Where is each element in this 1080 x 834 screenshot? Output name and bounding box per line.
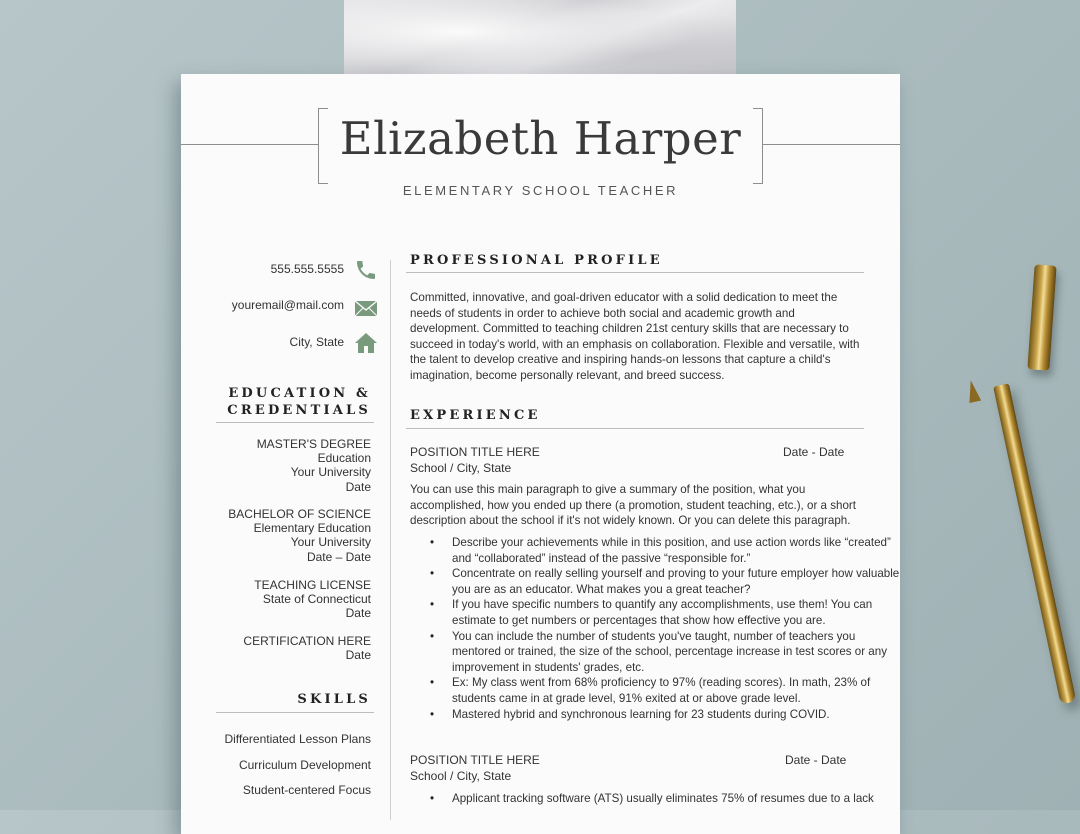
list-item: • Ex: My class went from 68% proficiency to 97% (reading scores). In math, 23% of students came in at grade level, 91% exited at or above grade level. (452, 675, 906, 706)
position-title: POSITION TITLE HERE (410, 753, 540, 767)
experience-rule (406, 428, 864, 429)
education-item (243, 634, 371, 662)
education-field: Elementary Education (253, 521, 371, 536)
education-school: Your University (290, 465, 371, 480)
education-field: State of Connecticut (262, 592, 371, 607)
profile-heading: PROFESSIONAL PROFILE (410, 253, 663, 268)
position-place: School / City, State (410, 461, 512, 475)
education-degree: TEACHING LICENSE (254, 578, 371, 592)
home-icon (354, 331, 378, 355)
pen-tip (965, 379, 981, 403)
resume-job-title: ELEMENTARY SCHOOL TEACHER (402, 183, 679, 198)
contact-location: City, State (289, 335, 344, 349)
education-heading-line2: CREDENTIALS (227, 403, 371, 418)
position-place: School / City, State (410, 769, 512, 783)
mail-icon (354, 296, 378, 320)
education-date: Date (345, 479, 371, 494)
education-item (228, 507, 371, 564)
education-date: Date (345, 606, 371, 621)
skill-item: Curriculum Development (238, 758, 371, 772)
experience-heading: EXPERIENCE (410, 408, 541, 423)
position-title: POSITION TITLE HERE (410, 445, 540, 459)
gold-pen (993, 383, 1076, 704)
education-degree: BACHELOR OF SCIENCE (228, 507, 371, 521)
achievement-list (410, 791, 906, 807)
list-item: • Concentrate on really selling yourself and proving to your future employer how valuable you are as an educator. What makes you a great teacher? (452, 566, 906, 597)
skill-item: Student-centered Focus (242, 783, 371, 797)
profile-rule (406, 272, 864, 273)
list-item: • If you have specific numbers to quantify any accomplishments, use them! You can estimate to get numbers or percentages that show how effective you are. (452, 597, 906, 628)
education-field: Education (317, 451, 371, 466)
pen-cap (1027, 264, 1056, 370)
skills-heading: SKILLS (297, 692, 371, 707)
position-summary: You can use this main paragraph to give a summary of the position, what you accomplished, how you ended up there (a promotion, student teaching, etc.), or a short description about the school if it's not widely known. Or you can delete this paragraph. (410, 483, 856, 527)
education-degree: CERTIFICATION HERE (243, 634, 371, 648)
profile-text: Committed, innovative, and goal-driven educator with a solid dedication to meet the needs of students in order to achieve both social and academic growth and development. Committed to teaching children 21st century skills that are necessary to succeed in today's world, with an emphasis on collaboration. Flexible and versatile, with the talent to develop creative and inspiring hands-on lessons that capture a child's imagination, become personally relevant, and breed success. (410, 291, 860, 382)
education-heading-line1: EDUCATION & (228, 386, 371, 401)
education-item (254, 578, 371, 621)
achievement-list (410, 535, 906, 722)
phone-icon (354, 258, 378, 282)
list-item: • You can include the number of students you've taught, number of teachers you mentored or trained, the size of the school, percentage increase in test scores or any improvement in students' grades, etc. (452, 629, 906, 676)
education-school: Your University (290, 535, 371, 550)
position-dates: Date - Date (785, 753, 847, 767)
education-heading (227, 385, 371, 419)
marble-slab (344, 0, 736, 80)
position-dates: Date - Date (783, 445, 845, 459)
column-divider (390, 260, 391, 820)
contact-phone: 555.555.5555 (270, 262, 344, 276)
education-item (257, 437, 371, 494)
list-item: • Describe your achievements while in this position, and use action words like “created” and “collaborated” instead of the passive “responsible for.” (452, 535, 906, 566)
skill-item: Differentiated Lesson Plans (224, 732, 371, 746)
education-date: Date (345, 648, 371, 663)
list-item: • Applicant tracking software (ATS) usually eliminates 75% of resumes due to a lack (452, 791, 906, 807)
skills-rule (216, 712, 374, 713)
education-degree: MASTER'S DEGREE (256, 437, 371, 451)
list-item: • Mastered hybrid and synchronous learning for 23 students during COVID. (452, 707, 906, 723)
education-date: Date – Date (306, 549, 371, 564)
education-rule (216, 422, 374, 423)
resume-name: Elizabeth Harper (339, 112, 742, 165)
contact-email: youremail@mail.com (231, 298, 344, 312)
